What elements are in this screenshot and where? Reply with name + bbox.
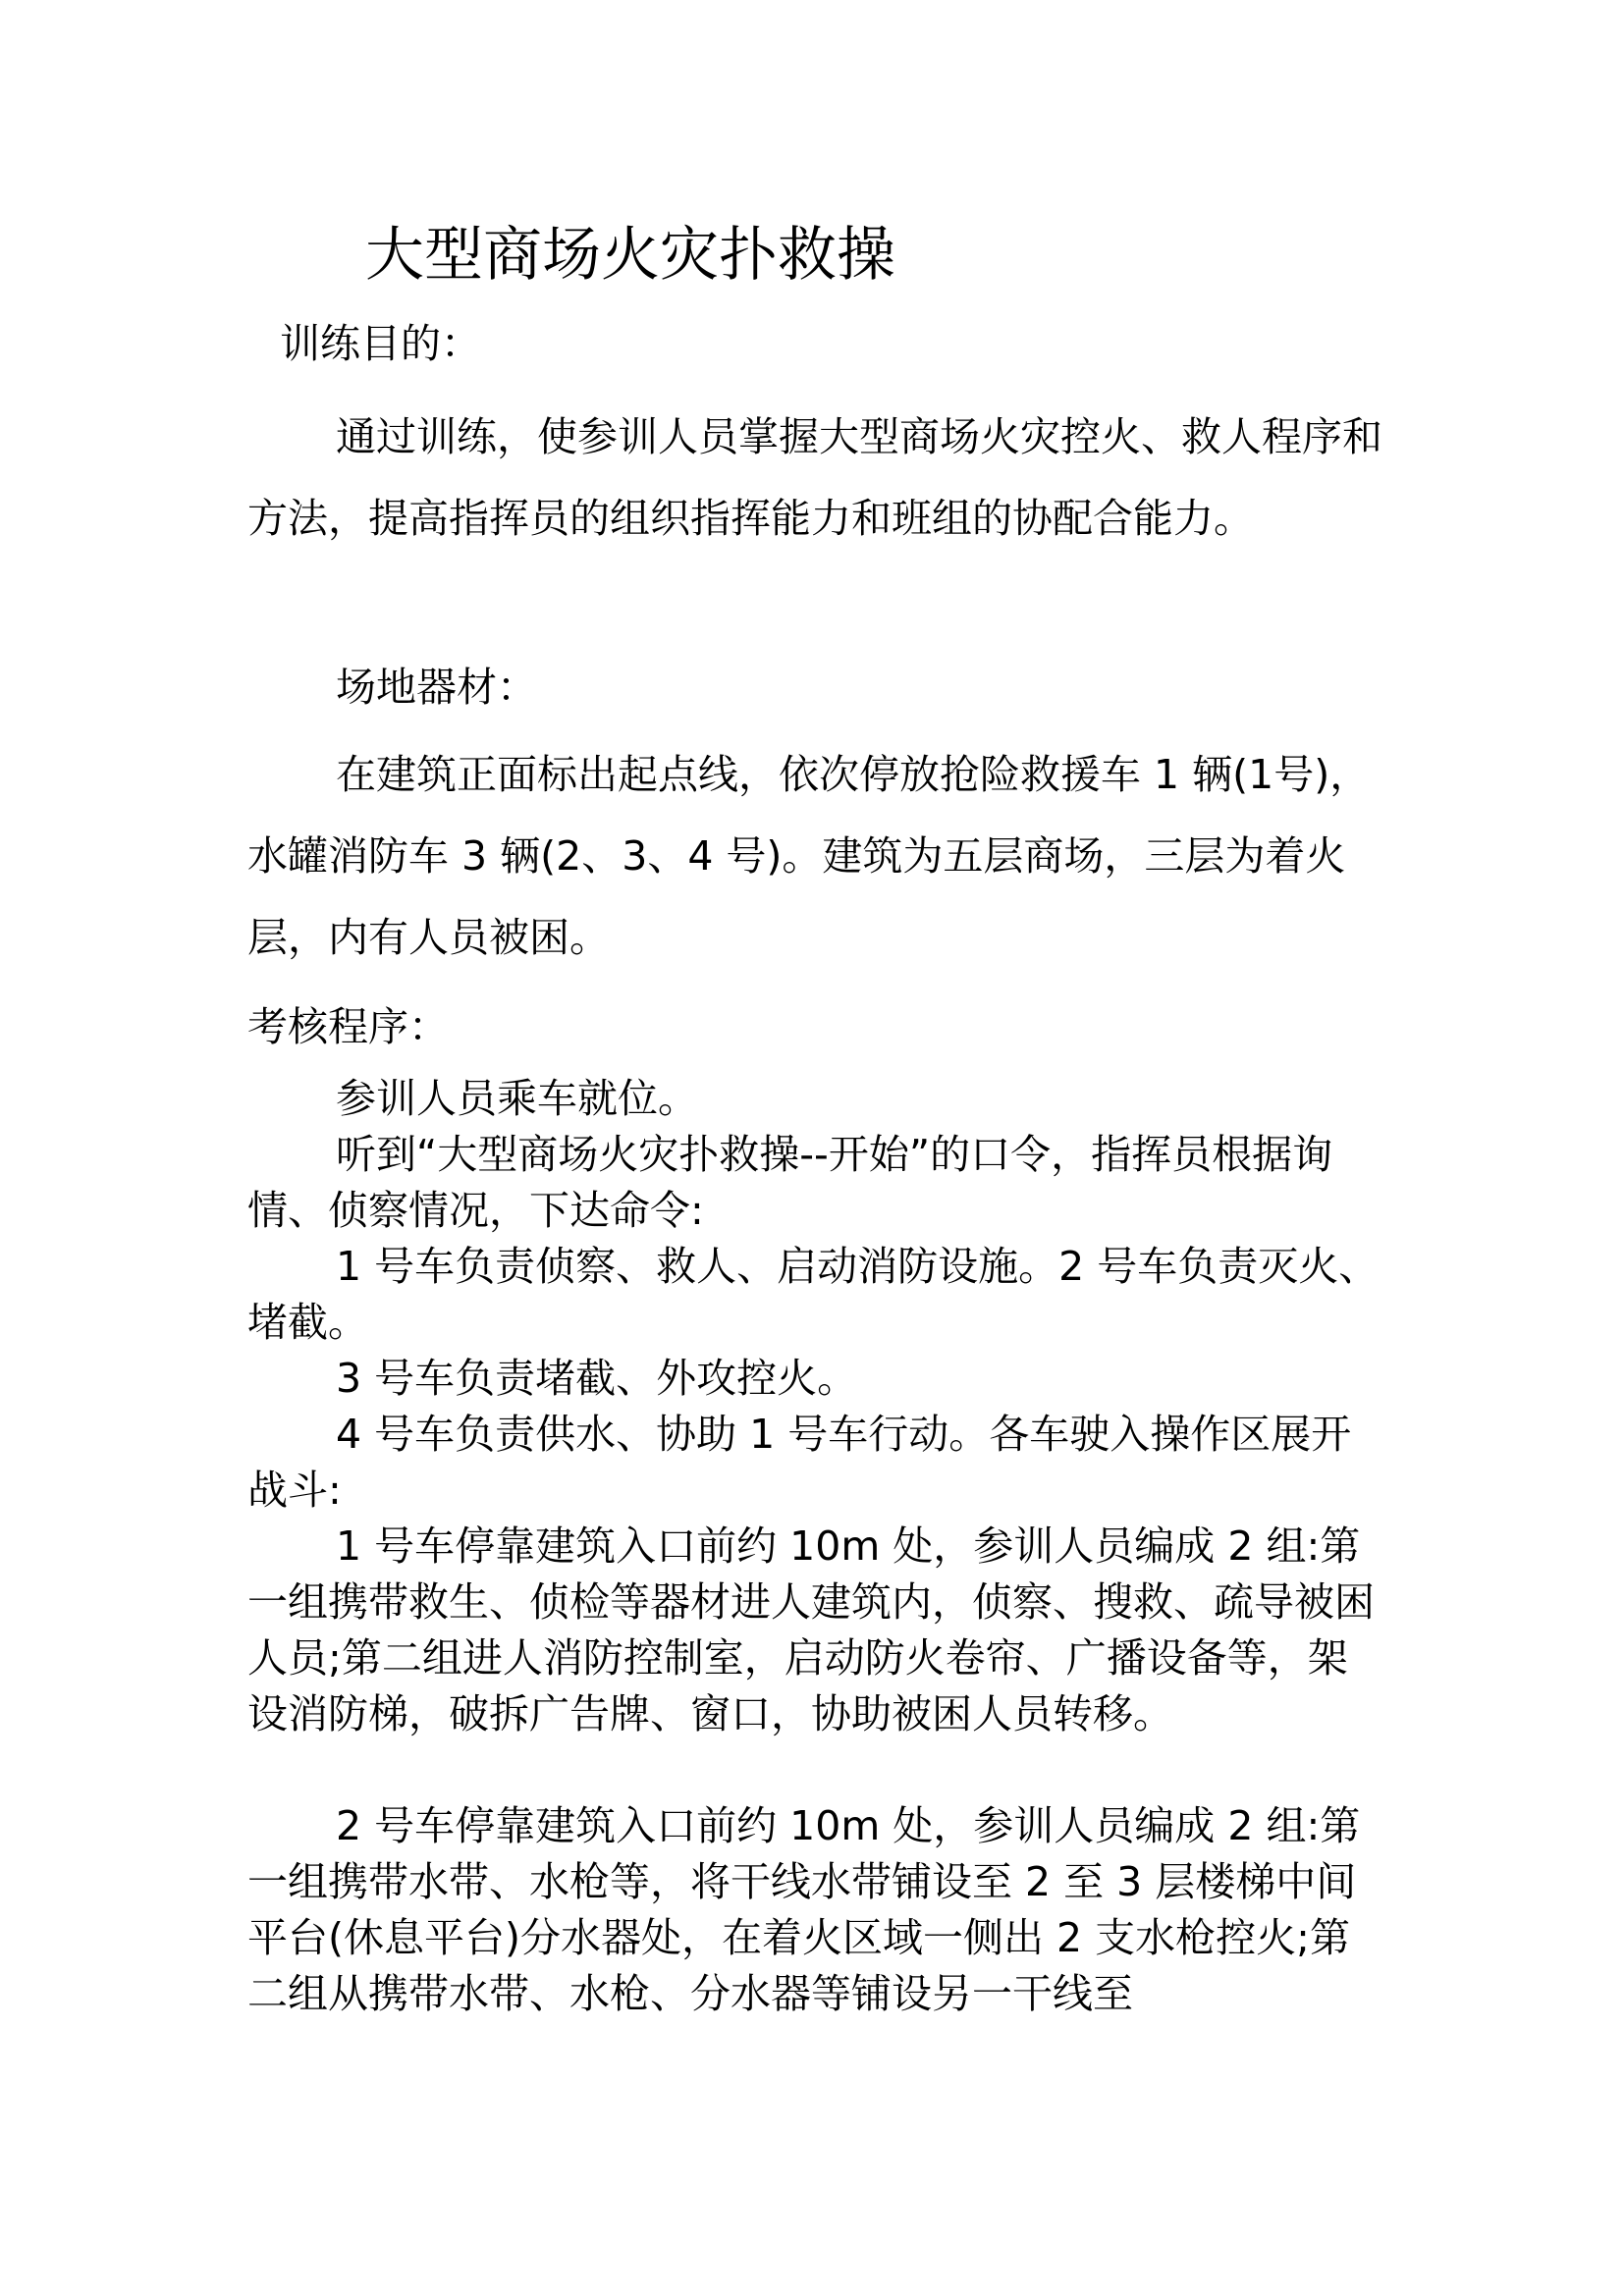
purpose-paragraph: 通过训练，使参训人员掌握大型商场火灾控火、救人程序和方法，提高指挥员的组织指挥能力和班组的协配合能力。 (247, 413, 1382, 542)
procedure-step-2: 听到“大型商场火灾扑救操--开始”的口令，指挥员根据询情、侦察情况，下达命令: (247, 1131, 1333, 1234)
procedure-heading: 考核程序： (247, 1003, 449, 1050)
procedure-step-4: 3 号车负责堵截、外攻控火。 (336, 1355, 858, 1402)
procedure-step-7: 2 号车停靠建筑入口前约 10m 处，参训人员编成 2 组:第一组携带水带、水枪等，将干线水带铺设至 2 至 3 层楼梯中间平台(休息平台)分水器处，在着火区域一侧出 2 支水枪控火;第二组从携带水带、水枪、分水器等铺设另一干线至 (247, 1802, 1361, 2017)
purpose-heading: 训练目的： (280, 320, 481, 367)
procedure-step-5: 4 号车负责供水、协助 1 号车行动。各车驶入操作区展开战斗: (247, 1411, 1352, 1514)
procedure-step-6: 1 号车停靠建筑入口前约 10m 处，参训人员编成 2 组:第一组携带救生、侦检等器材进人建筑内，侦察、搜救、疏导被困人员;第二组进人消防控制室，启动防火卷帘、广播设备等，架设消防梯，破拆广告牌、窗口，协助被困人员转移。 (247, 1522, 1375, 1737)
site-paragraph: 在建筑正面标出起点线，依次停放抢险救援车 1 辆(1号)，水罐消防车 3 辆(2、3、4 号)。建筑为五层商场，三层为着火层，内有人员被困。 (247, 751, 1371, 961)
site-heading: 场地器材： (336, 664, 537, 711)
document-title: 大型商场火灾扑救操 (365, 221, 895, 290)
procedure-step-3: 1 号车负责侦察、救人、启动消防设施。2 号车负责灭火、堵截。 (247, 1243, 1380, 1346)
procedure-step-1: 参训人员乘车就位。 (336, 1075, 698, 1122)
